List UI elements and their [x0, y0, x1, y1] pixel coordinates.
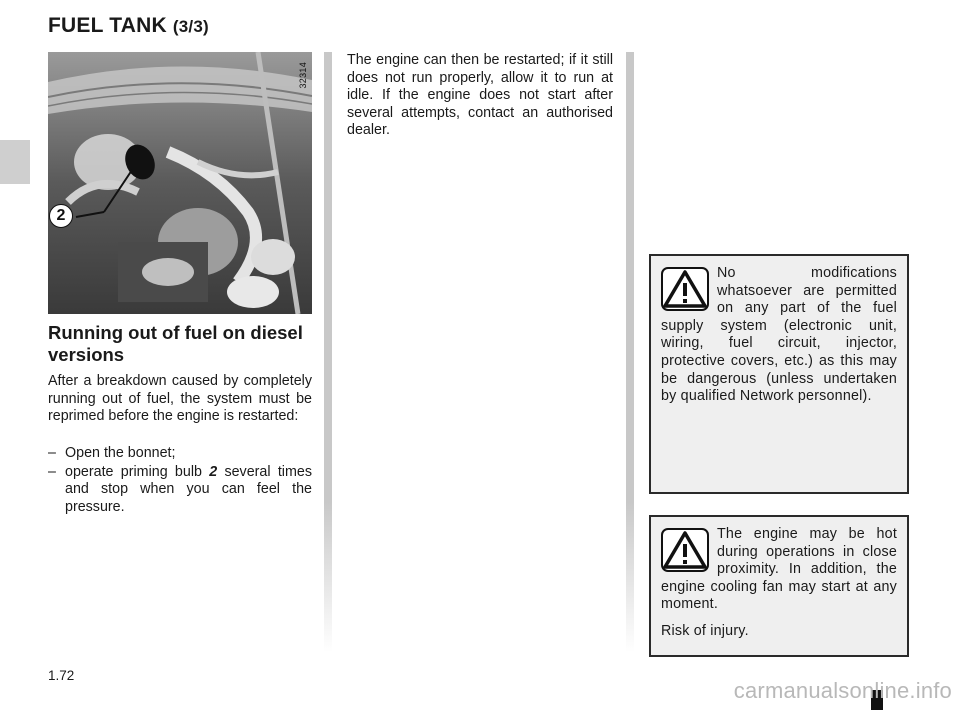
engine-illustration	[48, 52, 312, 314]
page-number: 1.72	[48, 668, 75, 683]
warning-box	[649, 254, 909, 494]
section-heading: Running out of fuel on diesel versions	[48, 322, 303, 365]
step-text: Open the bonnet;	[65, 445, 176, 461]
figure-code: 32314	[298, 62, 308, 89]
list-dash: –	[48, 445, 56, 461]
step-text: several times and stop when you can feel the pressure.	[65, 463, 312, 515]
restart-paragraph: The engine can then be restarted; if it still does not run properly, allow it to run at idle. If the engine does not start after several attempts, contact an authorised dealer.	[347, 52, 613, 139]
warning-text: The engine may be hot during operations in close proximity. In addition, the engine cooling fan may start at any moment.	[661, 526, 897, 613]
list-item	[48, 445, 312, 463]
page-subtitle: (3/3)	[172, 17, 209, 36]
list-dash: –	[48, 463, 56, 480]
warning-text: No modifications whatsoever are permitted on any part of the fuel supply system (electronic unit, wiring, fuel circuit, injector, protective covers, etc.) as this may be dangerous (unless undertaken by qualified Network personnel).	[661, 265, 897, 405]
engine-bay-photo	[48, 52, 312, 314]
warning-triangle-icon	[661, 267, 709, 311]
warning-box	[649, 515, 909, 657]
page-title: FUEL TANK (3/3)	[48, 14, 209, 37]
watermark: carmanualsonline.info	[733, 678, 952, 703]
step-text: operate priming bulb	[65, 463, 210, 480]
warning-triangle-icon	[661, 528, 709, 572]
section-tab	[0, 140, 30, 184]
callout-2: 2	[49, 204, 73, 228]
warning-text-risk: Risk of injury.	[661, 622, 749, 639]
intro-paragraph: After a breakdown caused by completely running out of fuel, the system must be reprimed before the engine is restarted:	[48, 373, 312, 425]
steps-list	[48, 445, 312, 517]
column-divider-1	[324, 52, 332, 652]
step-reference: 2	[209, 463, 218, 480]
list-item	[48, 464, 312, 517]
column-divider-2	[626, 52, 634, 652]
